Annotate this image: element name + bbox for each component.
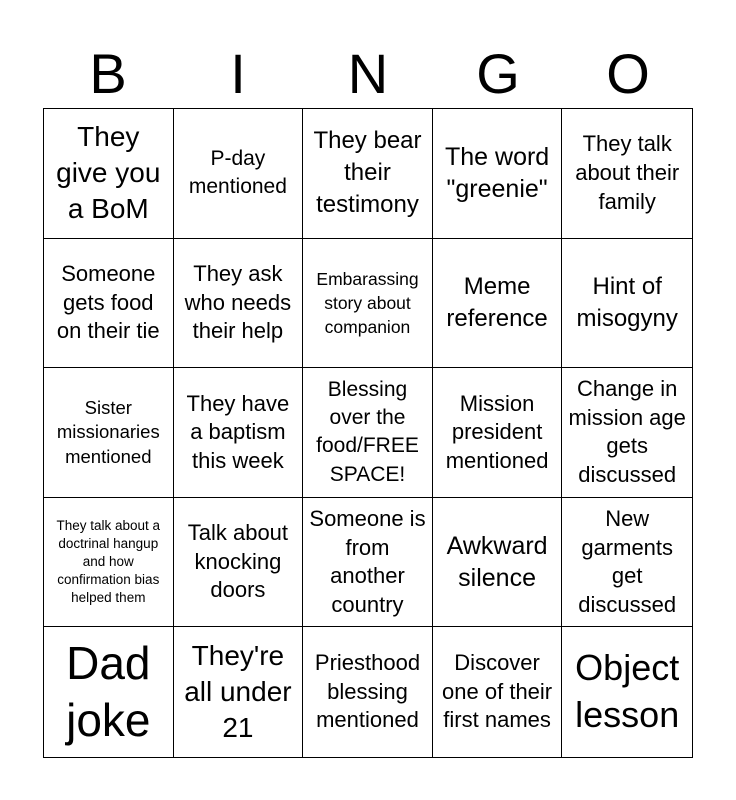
bingo-cell-20[interactable] (562, 498, 692, 628)
cell-text: Priesthood blessing mentioned (314, 650, 421, 733)
cell-text: They give you a BoM (56, 120, 161, 225)
bingo-cell-17[interactable] (174, 498, 304, 628)
bingo-cell-4[interactable] (433, 109, 563, 239)
bingo-cell-2[interactable] (174, 109, 304, 239)
cell-text: Blessing over the food/FREE SPACE! (316, 377, 419, 486)
cell-text: Discover one of their first names (442, 650, 553, 733)
bingo-cell-14[interactable] (433, 368, 563, 498)
cell-text: Hint of misogyny (576, 272, 678, 332)
cell-text: They talk about a doctrinal hangup and how confirmation bias helped them (56, 517, 161, 606)
bingo-cell-9[interactable] (433, 239, 563, 369)
bingo-cell-24[interactable] (433, 627, 563, 757)
bingo-cell-12[interactable] (174, 368, 304, 498)
cell-text: The word "greenie" (444, 142, 550, 204)
cell-text: Object lesson (575, 647, 680, 736)
cell-text: Someone gets food on their tie (56, 261, 160, 344)
bingo-cell-10[interactable] (562, 239, 692, 369)
cell-text: They ask who needs their help (184, 261, 292, 344)
cell-text: New garments get discussed (578, 505, 677, 617)
bingo-cell-15[interactable] (562, 368, 692, 498)
cell-text: They have a baptism this week (186, 390, 290, 473)
bingo-cell-13[interactable] (303, 368, 433, 498)
cell-text: They're all under 21 (184, 639, 292, 744)
cell-text: They bear their testimony (313, 126, 422, 219)
header-letter-n: N (347, 42, 389, 105)
bingo-cell-21[interactable] (44, 627, 174, 757)
bingo-cell-19[interactable] (433, 498, 563, 628)
bingo-cell-6[interactable] (44, 239, 174, 369)
bingo-cell-8[interactable] (303, 239, 433, 369)
cell-text: Embarassing story about companion (316, 268, 419, 337)
bingo-cell-16[interactable] (44, 498, 174, 628)
cell-text: Change in mission age gets discussed (568, 376, 686, 488)
header-letter-b: B (89, 42, 127, 105)
header-letter-o: O (606, 42, 650, 105)
cell-text: Mission president mentioned (445, 390, 549, 473)
header-letter-i: I (230, 42, 246, 105)
bingo-cell-23[interactable] (303, 627, 433, 757)
bingo-cell-1[interactable] (44, 109, 174, 239)
bingo-cell-25[interactable] (562, 627, 692, 757)
bingo-card (43, 108, 693, 758)
bingo-cell-3[interactable] (303, 109, 433, 239)
cell-text: Talk about knocking doors (187, 520, 289, 603)
cell-text: They talk about their family (575, 131, 680, 214)
cell-text: Someone is from another country (309, 505, 426, 617)
cell-text: Sister missionaries mentioned (56, 397, 160, 467)
bingo-header (43, 40, 693, 108)
bingo-cell-5[interactable] (562, 109, 692, 239)
cell-text: Dad joke (66, 636, 151, 747)
header-letter-g: G (476, 42, 520, 105)
cell-text: Awkward silence (446, 531, 548, 593)
bingo-cell-22[interactable] (174, 627, 304, 757)
bingo-cell-18[interactable] (303, 498, 433, 628)
bingo-cell-11[interactable] (44, 368, 174, 498)
bingo-cell-7[interactable] (174, 239, 304, 369)
cell-text: P-day mentioned (188, 146, 287, 199)
cell-text: Meme reference (446, 272, 548, 332)
